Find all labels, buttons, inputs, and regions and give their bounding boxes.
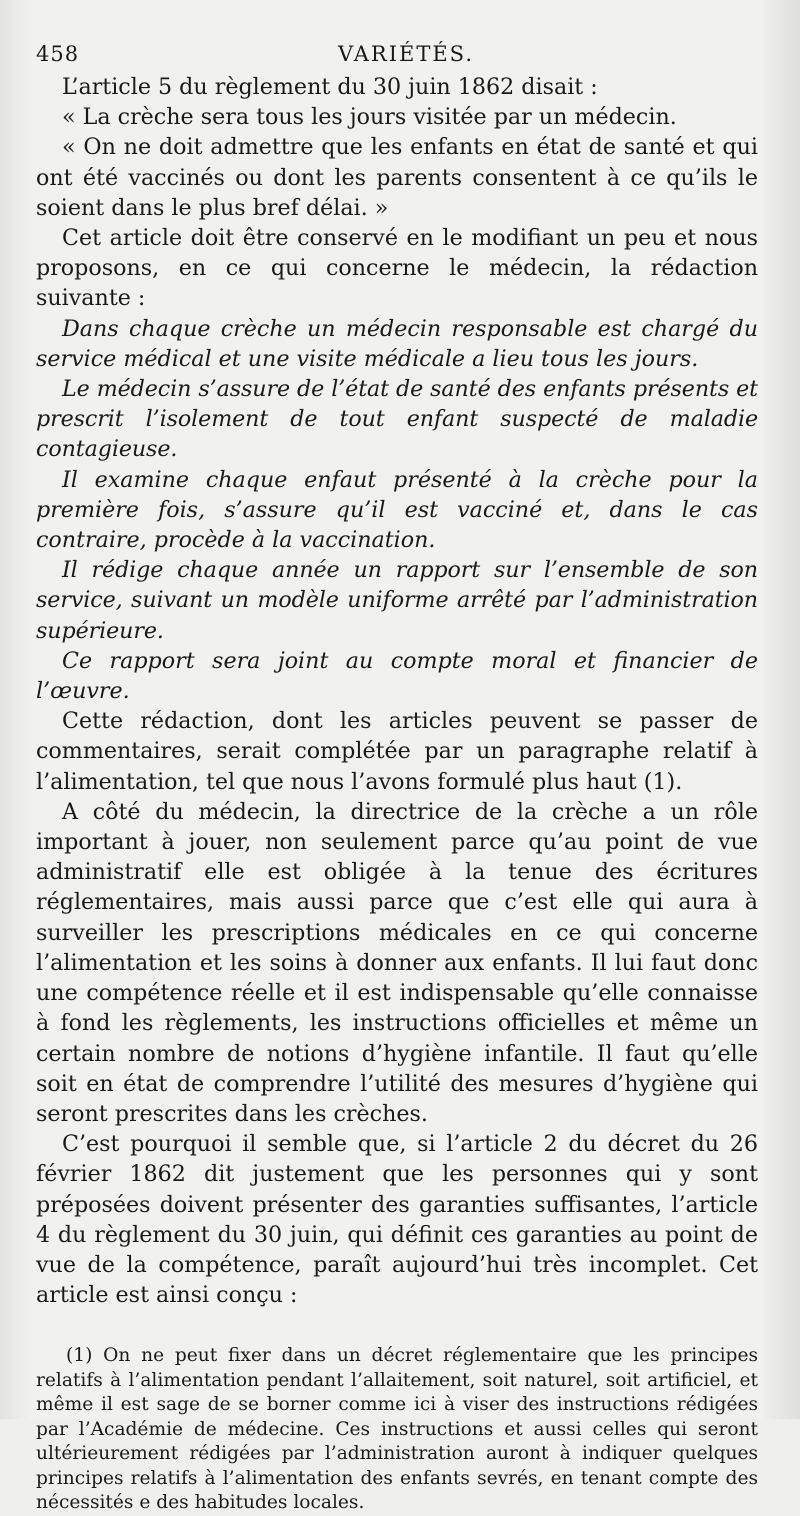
- running-title: VARIÉTÉS.: [338, 42, 474, 66]
- paragraph: L’article 5 du règlement du 30 juin 1862 disait :: [62, 74, 598, 100]
- proposed-article-paragraph: Il examine chaque enfaut présenté à la crèche pour la première fois, s’assure qu’il est vacciné et, dans le cas contraire, procède à la vaccination.: [36, 466, 758, 554]
- paragraph: A côté du médecin, la directrice de la crèche a un rôle important à jouer, non seulement parce qu’au point de vue administratif elle est obligée à la tenue des écritures réglementaires, mais aussi parce que c’est elle qui aura à surveiller les prescriptions médicales en ce qui concerne l’alimentation et les soins à donner aux enfants. Il lui faut donc une compétence réelle et il est indispensable qu’elle connaisse à fond les règlements, les instructions officielles et même un certain nombre de notions d’hygiène infantile. Il faut qu’elle soit en état de comprendre l’utilité des mesures d’hygiène qui seront prescrites dans les crèches.: [36, 798, 758, 1127]
- main-text: [36, 72, 758, 1310]
- footnote: (1) On ne peut fixer dans un décret réglementaire que les principes relatifs à l’alimentation pendant l’allaitement, soit naturel, soit artificiel, et même il est sage de se borner comme ici à viser des instructions rédigées par l’Académie de médecine. Ces instructions et aussi celles qui seront ultérieurement rédigées par l’administration auront à indiquer quelques principes relatifs à l’alimentation des enfants sevrés, en tenant compte des nécessités e des habitudes locales.: [36, 1345, 758, 1514]
- paragraph: Cette rédaction, dont les articles peuvent se passer de commentaires, serait complétée par un paragraphe relatif à l’alimentation, tel que nous l’avons formulé plus haut (1).: [36, 708, 758, 795]
- paragraph: « On ne doit admettre que les enfants en état de santé et qui ont été vaccinés ou dont les parents consentent à ce qu’ils le soient dans le plus bref délai. »: [36, 134, 758, 221]
- running-header: [36, 38, 758, 72]
- paragraph: Cet article doit être conservé en le modifiant un peu et nous proposons, en ce qui concerne le médecin, la rédaction suivante :: [36, 225, 758, 312]
- footnotes: [36, 1344, 758, 1516]
- proposed-article-paragraph: Ce rapport sera joint au compte moral et financier de l’œuvre.: [36, 647, 758, 705]
- page-number: 458: [36, 42, 80, 66]
- paragraph: C’est pourquoi il semble que, si l’article 2 du décret du 26 février 1862 dit justement que les personnes qui y sont préposées doivent présenter des garanties suffisantes, l’article 4 du règlement du 30 juin, qui définit ces garanties au point de vue de la compétence, paraît aujourd’hui très incomplet. Cet article est ainsi conçu :: [36, 1131, 758, 1309]
- proposed-article-paragraph: Dans chaque crèche un médecin responsable est chargé du service médical et une visite médicale a lieu tous les jours.: [36, 315, 758, 372]
- proposed-article-paragraph: Il rédige chaque année un rapport sur l’ensemble de son service, suivant un modèle uniforme arrêté par l’administration supérieure.: [36, 557, 758, 644]
- paragraph: « La crèche sera tous les jours visitée par un médecin.: [62, 104, 677, 131]
- proposed-article-paragraph: Le médecin s’assure de l’état de santé des enfants présents et prescrit l’isolement de tout enfant suspecté de maladie contagieuse.: [36, 376, 758, 463]
